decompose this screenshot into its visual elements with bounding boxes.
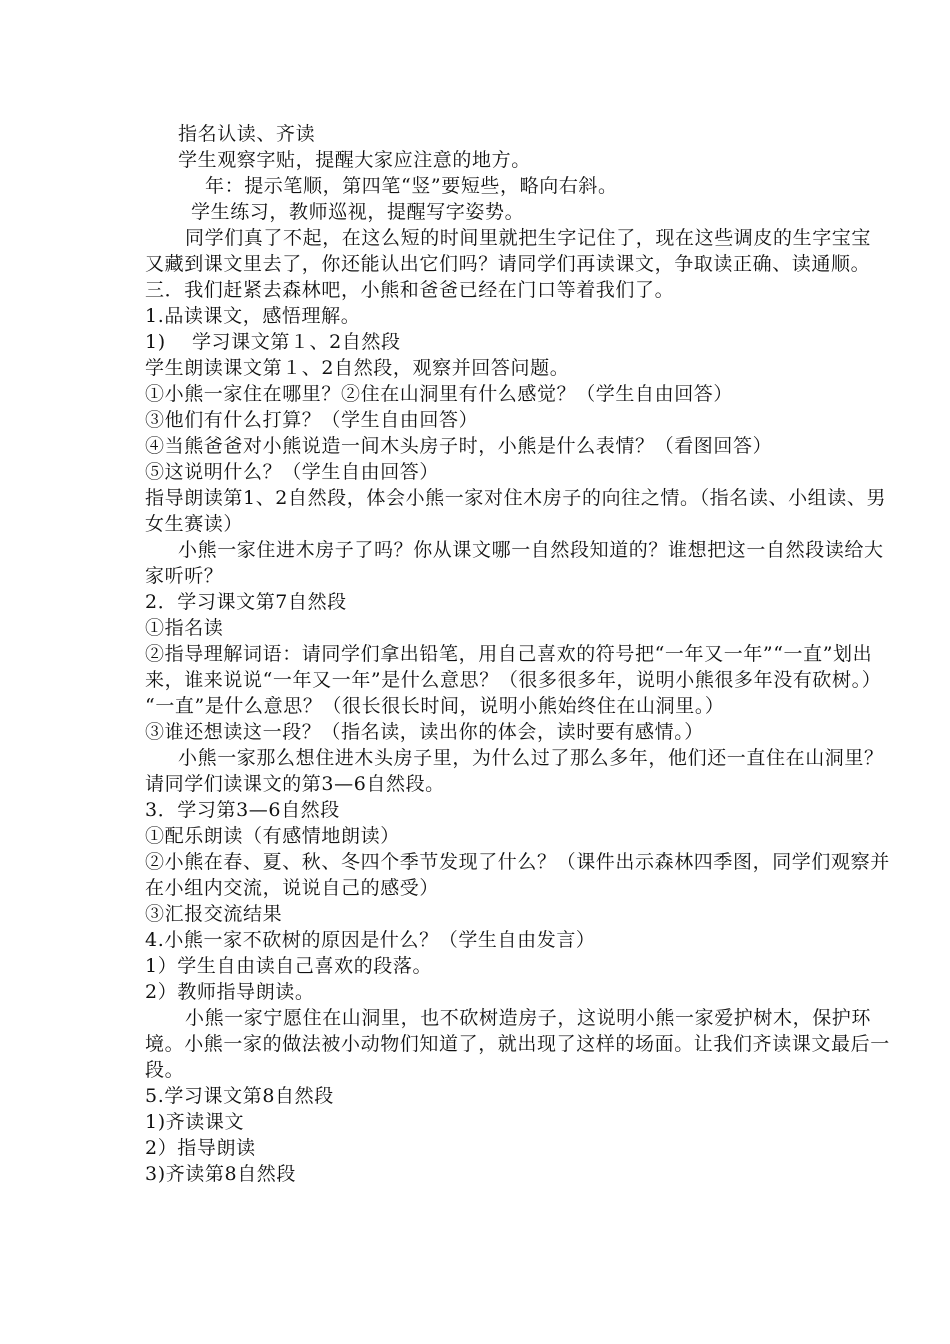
paragraph-24: ②小熊在春、夏、秋、冬四个季节发现了什么？（课件出示森林四季图，同学们观察并在小组内交流，说说自己的感受） [145, 851, 890, 899]
paragraph-23: ①配乐朗读（有感情地朗读） [145, 825, 400, 847]
paragraph-26: 4.小熊一家不砍树的原因是什么？（学生自由发言） [145, 929, 596, 951]
paragraph-28: 2）教师指导朗读。 [145, 981, 315, 1003]
paragraph-3: 年：提示笔顺，第四笔“竖”要短些，略向右斜。 [205, 175, 618, 197]
paragraph-20: ③谁还想读这一段？（指名读，读出你的体会，读时要有感情。） [145, 721, 704, 743]
paragraph-14: 指导朗读第1、2自然段，体会小熊一家对住木房子的向往之情。（指名读、小组读、男女生赛读） [145, 487, 887, 535]
paragraph-32: 2）指导朗读 [145, 1137, 256, 1159]
paragraph-11: ③他们有什么打算？（学生自由回答） [145, 409, 479, 431]
paragraph-6: 三．我们赶紧去森林吧，小熊和爸爸已经在门口等着我们了。 [145, 279, 675, 301]
paragraph-17: ①指名读 [145, 617, 224, 639]
paragraph-31: 1)齐读课文 [145, 1111, 245, 1133]
paragraph-19: “一直”是什么意思？（很长很长时间，说明小熊始终住在山洞里。） [145, 695, 725, 717]
paragraph-15: 小熊一家住进木房子了吗？你从课文哪一自然段知道的？谁想把这一自然段读给大家听听？ [145, 539, 884, 587]
paragraph-25: ③汇报交流结果 [145, 903, 283, 925]
paragraph-16: 2．学习课文第7自然段 [145, 591, 347, 613]
paragraph-21: 小熊一家那么想住进木头房子里，为什么过了那么多年，他们还一直住在山洞里？请同学们读课文的第3—6自然段。 [145, 747, 884, 795]
paragraph-22: 3．学习第3—6自然段 [145, 799, 340, 821]
paragraph-10: ①小熊一家住在哪里？②住在山洞里有什么感觉？（学生自由回答） [145, 383, 734, 405]
paragraph-4: 学生练习，教师巡视，提醒写字姿势。 [191, 201, 525, 223]
paragraph-7: 1.品读课文，感悟理解。 [145, 305, 361, 327]
paragraph-1: 指名认读、齐读 [178, 123, 316, 145]
paragraph-29: 小熊一家宁愿住在山洞里，也不砍树造房子，这说明小熊一家爱护树木，保护环境。小熊一家的做法被小动物们知道了，就出现了这样的场面。让我们齐读课文最后一段。 [145, 1007, 890, 1081]
paragraph-12: ④当熊爸爸对小熊说造一间木头房子时，小熊是什么表情？（看图回答） [145, 435, 773, 457]
paragraph-2: 学生观察字贴，提醒大家应注意的地方。 [178, 149, 531, 171]
paragraph-9: 学生朗读课文第１、2自然段，观察并回答问题。 [145, 357, 570, 379]
paragraph-33: 3)齐读第8自然段 [145, 1163, 296, 1185]
paragraph-18: ②指导理解词语：请同学们拿出铅笔，用自己喜欢的符号把“一年又一年”“一直”划出来，谁来说说“一年又一年”是什么意思？（很多很多年，说明小熊很多年没有砍树。） [145, 643, 882, 691]
paragraph-5: 同学们真了不起，在这么短的时间里就把生字记住了，现在这些调皮的生字宝宝又藏到课文里去了，你还能认出它们吗？请同学们再读课文，争取读正确、读通顺。 [145, 227, 872, 275]
paragraph-27: 1）学生自由读自己喜欢的段落。 [145, 955, 433, 977]
paragraph-13: ⑤这说明什么？（学生自由回答） [145, 461, 440, 483]
paragraph-8: 1) 学习课文第１、2自然段 [145, 331, 401, 353]
paragraph-30: 5.学习课文第8自然段 [145, 1085, 334, 1107]
